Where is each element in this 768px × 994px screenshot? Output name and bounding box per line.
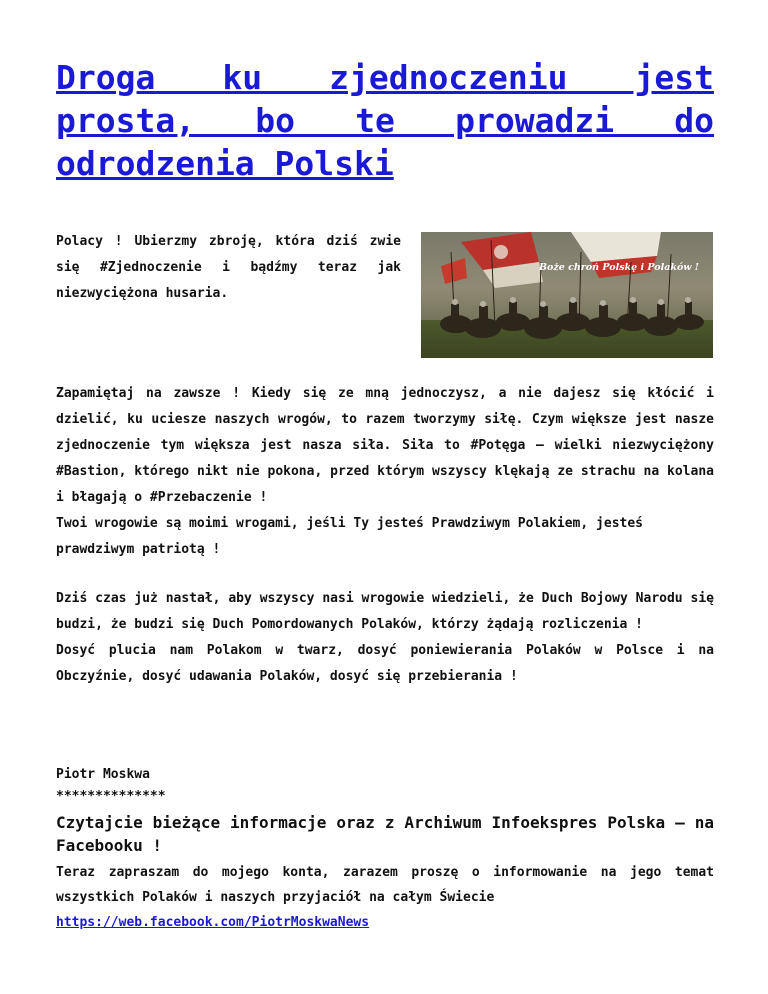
article-title[interactable]: Droga ku zjednoczeniu jest prosta, bo te prowadzi do odrodzenia Polski xyxy=(56,58,714,183)
invitation-body: Teraz zapraszam do mojego konta, zarazem proszę o informowanie na jego temat wszystkich Polaków i naszych przyjaciół na całym Świecie xyxy=(56,865,714,905)
intro-text: Polacy ! Ubierzmy zbroję, która dziś zwie się #Zjednoczenie i bądźmy teraz jak niezwyciężona husaria. xyxy=(56,234,401,301)
separator: ************** xyxy=(56,789,166,804)
paragraph-2-text: Dziś czas już nastał, aby wszyscy nasi wrogowie wiedzieli, że Duch Bojowy Narodu się budzi, że budzi się Duch Pomordowanych Polaków, którzy żądają rozliczenia ! xyxy=(56,591,714,632)
author-block xyxy=(56,764,166,808)
facebook-heading: Czytajcie bieżące informacje oraz z Archiwum Infoekspres Polska – na Facebooku ! xyxy=(56,813,714,855)
paragraph-1 xyxy=(56,381,714,563)
hussars-image xyxy=(421,232,713,358)
paragraph-2 xyxy=(56,586,714,690)
paragraph-1-text: Zapamiętaj na zawsze ! Kiedy się ze mną jednoczysz, a nie dajesz się kłócić i dzielić, ku uciesze naszych wrogów, to razem tworzymy siłę. Czym większe jest nasze zjednoczenie tym większa jest nasza siła. Siła to #Potęga – wielki niezwyciężony #Bastion, którego nikt nie pokona, przed którym wszyscy klękają ze strachu na kolana i błagają o #Przebaczenie ! xyxy=(56,386,714,505)
author-name: Piotr Moskwa xyxy=(56,767,150,782)
image-caption: Boże chroń Polskę i Polaków ! xyxy=(539,262,699,273)
invitation-text xyxy=(56,860,714,935)
paragraph-2b-text: Dosyć plucia nam Polakom w twarz, dosyć poniewierania Polaków w Polsce i na Obczyźnie, dosyć udawania Polaków, dosyć się przebierania ! xyxy=(56,643,714,684)
paragraph-1b-text: Twoi wrogowie są moimi wrogami, jeśli Ty jesteś Prawdziwym Polakiem, jesteś prawdziwym patriotą ! xyxy=(56,516,643,557)
facebook-link[interactable]: https://web.facebook.com/PiotrMoskwaNews xyxy=(56,915,370,930)
